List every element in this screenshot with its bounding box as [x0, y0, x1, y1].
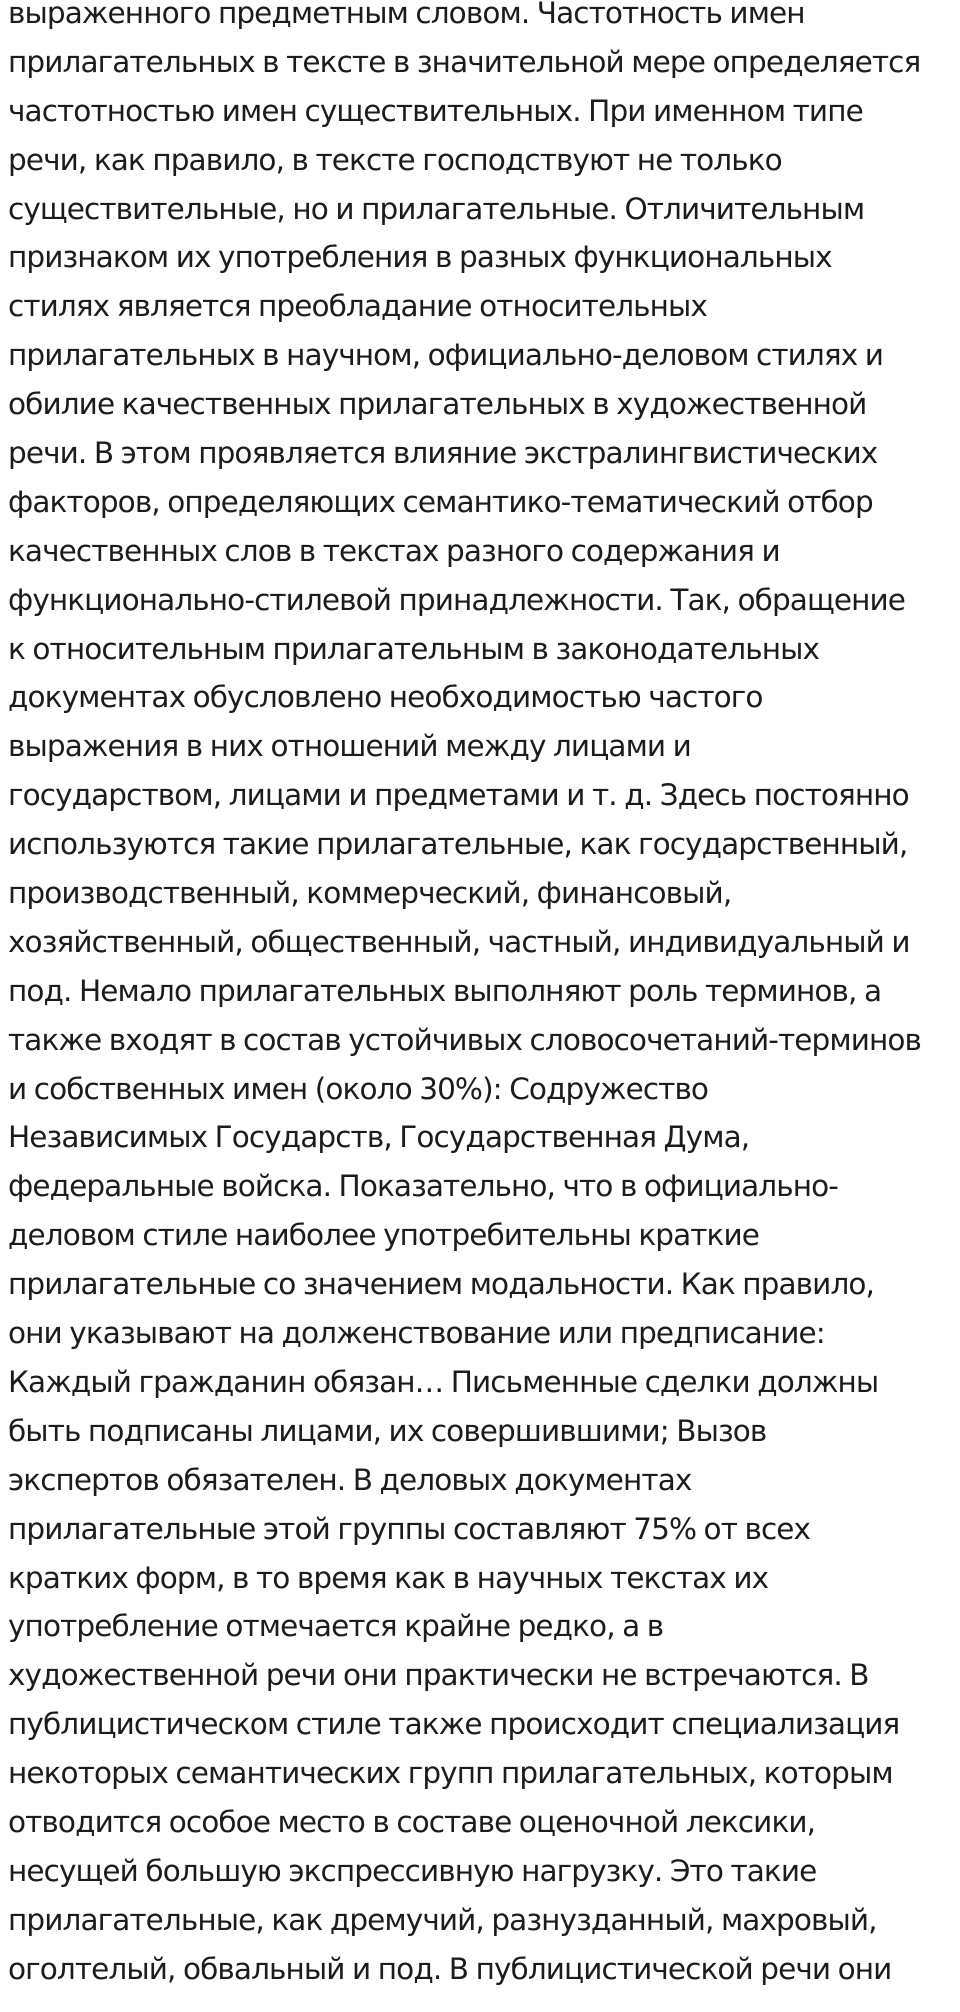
text-line: несущей большую экспрессивную нагрузку. Это такие: [8, 1853, 817, 1888]
text-line: выраженного предметным словом. Частотность имен: [8, 0, 805, 30]
text-line: некоторых семантических групп прилагательных, которым: [8, 1756, 893, 1791]
text-line: они указывают на долженствование или предписание:: [8, 1316, 825, 1351]
text-line: признаком их употребления в разных функциональных: [8, 240, 832, 275]
text-line: также входят в состав устойчивых словосочетаний-терминов: [8, 1022, 922, 1057]
text-line: прилагательные этой группы составляют 75% от всех: [8, 1511, 811, 1546]
text-line: оголтелый, обвальный и под. В публицистической речи они: [8, 1951, 892, 1986]
text-line: функционально-стилевой принадлежности. Так, обращение: [8, 582, 905, 617]
text-line: обилие качественных прилагательных в художественной: [8, 387, 867, 422]
body-paragraph: [8, 0, 958, 1994]
text-line: документах обусловлено необходимостью частого: [8, 680, 763, 715]
text-line: под. Немало прилагательных выполняют роль терминов, а: [8, 973, 882, 1008]
text-line: Независимых Государств, Государственная Дума,: [8, 1120, 750, 1155]
text-line: качественных слов в текстах разного содержания и: [8, 533, 780, 568]
text-line: художественной речи они практически не встречаются. В: [8, 1658, 869, 1693]
text-line: прилагательных в тексте в значительной мере определяется: [8, 44, 921, 79]
text-line: частотностью имен существительных. При именном типе: [8, 93, 863, 128]
text-line: стилях является преобладание относительных: [8, 289, 707, 324]
text-line: прилагательные, как дремучий, разнузданный, махровый,: [8, 1902, 877, 1937]
text-line: речи, как правило, в тексте господствуют не только: [8, 142, 782, 177]
text-line: публицистическом стиле также происходит специализация: [8, 1707, 900, 1742]
text-line: федеральные войска. Показательно, что в официально-: [8, 1169, 838, 1204]
text-line: государством, лицами и предметами и т. д. Здесь постоянно: [8, 778, 909, 813]
text-line: Каждый гражданин обязан… Письменные сделки должны: [8, 1364, 879, 1399]
text-line: к относительным прилагательным в законодательных: [8, 631, 820, 666]
text-line: существительные, но и прилагательные. Отличительным: [8, 191, 865, 226]
text-line: деловом стиле наиболее употребительны краткие: [8, 1218, 759, 1253]
text-line: и собственных имен (около 30%): Содружество: [8, 1071, 709, 1106]
text-line: быть подписаны лицами, их совершившими; Вызов: [8, 1413, 767, 1448]
text-line: употребление отмечается крайне редко, а в: [8, 1609, 664, 1644]
text-line: производственный, коммерческий, финансовый,: [8, 876, 732, 911]
text-line: выражения в них отношений между лицами и: [8, 729, 691, 764]
text-line: хозяйственный, общественный, частный, индивидуальный и: [8, 924, 910, 959]
text-line: кратких форм, в то время как в научных текстах их: [8, 1560, 769, 1595]
text-line: речи. В этом проявляется влияние экстралингвистических: [8, 436, 878, 471]
text-line: факторов, определяющих семантико-тематический отбор: [8, 484, 873, 519]
text-line: отводится особое место в составе оценочной лексики,: [8, 1804, 816, 1839]
text-line: прилагательных в научном, официально-деловом стилях и: [8, 338, 884, 373]
text-line: используются такие прилагательные, как государственный,: [8, 827, 908, 862]
text-line: экспертов обязателен. В деловых документах: [8, 1462, 692, 1497]
text-line: прилагательные со значением модальности. Как правило,: [8, 1267, 875, 1302]
